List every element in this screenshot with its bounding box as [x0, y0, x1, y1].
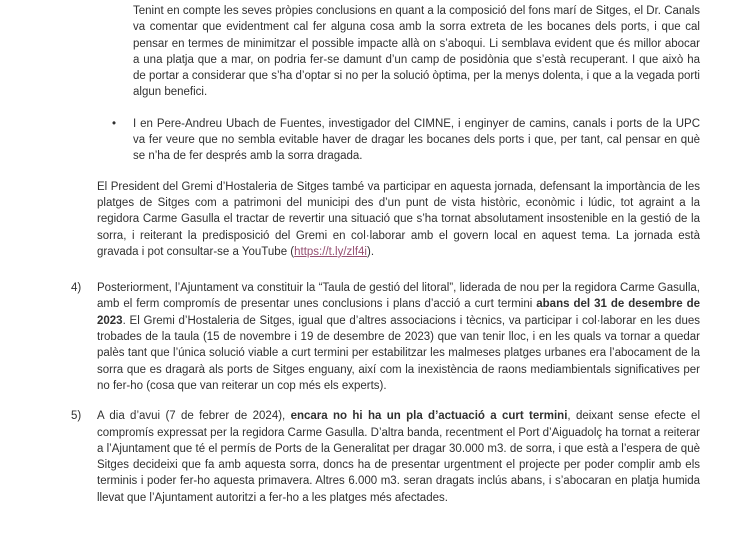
youtube-link[interactable]: https://t.ly/zlf4i: [294, 245, 367, 258]
item-5-seg1: A dia d’avui (7 de febrer de 2024),: [97, 410, 291, 423]
bullet-item-ubach: [112, 116, 700, 165]
numbered-item-5-label: 5): [71, 410, 82, 423]
paragraph-gremi-closing: ).: [366, 245, 375, 258]
item-4-seg2: . El Gremi d’Hostaleria de Sitges, igual que d’altres associacions i tècnics, va participar i col·laborar en les dues trobades de la taula (15 de novembre i 19 de desembre de 2023) que van tenir lloc, i en les quals va tornar a quedar palès tant que l’única solució viable a curt termini per estabilitzar les malmeses platges urbanes era l’abocament de la sorra que es dragarà als ports de Sitges enguany, així com la inexistència de raons mediambientals significatives per no fer-ho (cosa que van reiterar un cop més els experts).: [97, 314, 700, 392]
numbered-item-5-text: [97, 408, 700, 506]
item-5-bold-no-plan: encara no hi ha un pla d’actuació a curt termini: [290, 410, 568, 423]
paragraph-gremi-text: El President del Gremi d’Hostaleria de Sitges també va participar en aquesta jornada, defensant la importància de les platges de Sitges com a patrimoni del municipi des d’un punt de vista històric, econòmic i lúdic, tot agraint a la regidora Carme Gasulla el tractar de revertir una situació que s’ha tornat absolutament insostenible en la gestió de la sorra, i reiterant la predisposició del Gremi en col·laborar amb el govern local en aquest tema. La jornada està gravada i pot consultar-se a YouTube (: [97, 180, 700, 258]
numbered-item-5: [71, 408, 700, 506]
numbered-item-4: [71, 280, 700, 394]
document-content: [71, 3, 700, 506]
paragraph-gremi-hostaleria: [97, 179, 700, 260]
item-4-seg1: Posteriorment, l’Ajuntament va constituir la “Taula de gestió del litoral”, liderada de nou per la regidora Carme Gasulla, amb el ferm compromís de presentar unes conclusions i plans d’acció a curt termini: [97, 282, 700, 311]
paragraph-dr-canals: Tenint en compte les seves pròpies conclusions en quant a la composició del fons marí de Sitges, el Dr. Canals va comentar que evidentment cal fer alguna cosa amb la sorra extreta de les bocanes dels ports, i que cal pensar en termes de minimitzar el possible impacte allà on s’aboqui. Li semblava evident que és millor abocar a una platja que a mar, on podria fer-se damunt d’un camp de posidònia que s’està recuperant. I que això ha de portar a considerar que s’ha d’optar si no per la solució òptima, per la menys dolenta, i que a la vegada porti algun benefici.: [133, 5, 700, 99]
bullet-item-text: I en Pere-Andreu Ubach de Fuentes, investigador del CIMNE, i enginyer de camins, canals i ports de la UPC va fer veure que no sembla evitable haver de dragar les bocanes dels ports i que, per tant, cal pensar en què se n’ha de fer després amb la sorra dragada.: [133, 117, 700, 163]
item-4-bold-deadline: abans del 31 de desembre de 2023: [97, 298, 700, 327]
bullet-marker-icon: •: [112, 117, 117, 130]
item-5-seg2: , deixant sense efecte el compromís expressat per la regidora Carme Gasulla. D’altra banda, recentment el Port d’Aiguadolç ha tornat a reiterar a l’Ajuntament que té el permís de Ports de la Generalitat per dragar 30.000 m3. de sorra, i que està a l’espera de què Sitges decideixi que fa amb aquesta sorra, doncs ha de presentar urgentment el projecte per poder complir amb els terminis i poder fer-ho aquesta primavera. Altres 6.000 m3. seran dragats inclús abans, i s’abocaran en platja humida llevat que l’Ajuntament autoritzi a fer-ho a les platges més afectades.: [97, 410, 700, 504]
numbered-item-4-label: 4): [71, 282, 82, 295]
numbered-item-4-text: [97, 280, 700, 394]
